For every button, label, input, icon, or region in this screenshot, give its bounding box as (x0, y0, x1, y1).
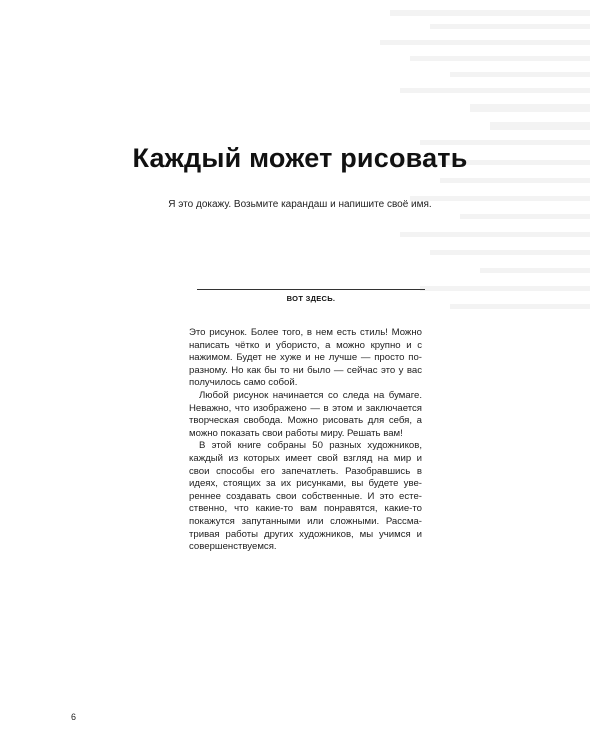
page-subtitle: Я это докажу. Возьмите карандаш и напишите своё имя. (168, 199, 432, 210)
signature-prompt: ВОТ ЗДЕСЬ. (286, 294, 336, 303)
page-number: 6 (71, 712, 77, 722)
paragraph: Любой рисунок начинается со следа на бумаге. Неважно, что изображено — в этом и заключается творческая свобода. Можно рисовать для себя, а можно показать свои работы миру. Решать вам! (189, 389, 422, 439)
page-title: Каждый может рисовать (132, 143, 468, 173)
signature-line (197, 289, 425, 290)
paragraph: В этой книге собраны 50 разных художников, каждый из которых имеет свой взгляд на мир и свои способы его запечатлеть. Разобравшись в идеях, стоящих за их рисунками, вы будете увереннее создавать свои собственные. И это естественно, что какие-то вам понравятся, какие-то покажутся запутанными или сложными. Рассматривая работы других художников, мы учимся и совершенствуемся. (189, 440, 422, 553)
body-text (189, 327, 422, 554)
paragraph: Это рисунок. Более того, в нем есть стиль! Можно написать чётко и убористо, а можно крупно и с нажимом. Будет не хуже и не лучше — просто по-разному. Но как бы то ни было — сейчас это у вас получилось само собой. (189, 327, 422, 389)
